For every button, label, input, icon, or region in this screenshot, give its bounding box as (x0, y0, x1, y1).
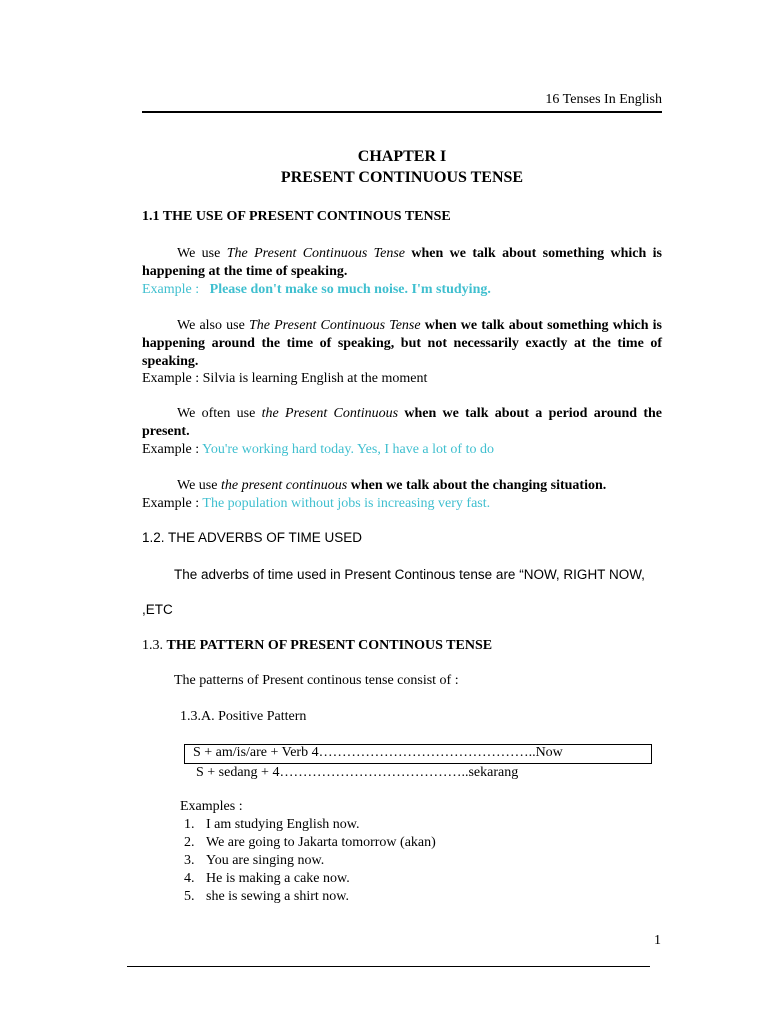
paragraph-2 (142, 317, 662, 371)
example-3-label: Example : (142, 442, 200, 457)
example-1-label: Example : (142, 282, 200, 297)
section-heading-1-3-num: 1.3. (142, 638, 163, 653)
patterns-intro: The patterns of Present continous tense consist of : (174, 673, 459, 688)
examples-label: Examples : (180, 799, 243, 814)
example-4-text: The population without jobs is increasing very fast. (202, 496, 491, 511)
list-item (184, 835, 436, 851)
list-item (184, 853, 324, 869)
section-heading-1-3-text: THE PATTERN OF PRESENT CONTINOUS TENSE (166, 638, 493, 653)
adverbs-paragraph: The adverbs of time used in Present Continous tense are “NOW, RIGHT NOW, (174, 567, 645, 582)
paragraph-2-italic: The Present Continuous Tense (248, 318, 421, 333)
example-1-text: Please don't make so much noise. I'm studying. (209, 282, 491, 297)
header-rule (142, 111, 662, 113)
list-item-text: We are going to Jakarta tomorrow (akan) (206, 835, 436, 850)
list-item-number: 4. (184, 871, 195, 886)
chapter-label: CHAPTER I (357, 148, 447, 165)
paragraph-1-bold: when we talk about something which is happening at the time of speaking. (142, 246, 662, 279)
example-3 (142, 442, 494, 458)
list-item-text: He is making a cake now. (206, 871, 350, 886)
paragraph-1 (142, 245, 662, 281)
paragraph-4-bold: when we talk about the changing situation. (347, 478, 607, 493)
paragraph-1-italic: The Present Continuous Tense (226, 246, 406, 261)
example-2: Example : Silvia is learning English at the moment (142, 371, 428, 386)
list-item (184, 889, 349, 905)
paragraph-3-bold: when we talk about a period around the present. (142, 406, 663, 439)
chapter-title: PRESENT CONTINUOUS TENSE (280, 169, 524, 186)
list-item-number: 3. (184, 853, 195, 868)
paragraph-3 (142, 405, 662, 441)
example-4 (142, 496, 490, 512)
paragraph-4-lead: We use (177, 478, 221, 493)
paragraph-4-italic: the present continuous (220, 478, 348, 493)
list-item-number: 5. (184, 889, 195, 904)
paragraph-2-bold: when we talk about something which is happening around the time of speaking, but not necessarily exactly at the time of speaking. (142, 318, 662, 369)
list-item-text: You are singing now. (206, 853, 325, 868)
example-1 (142, 282, 491, 298)
page-number: 1 (654, 933, 661, 948)
paragraph-2-lead: We also use (177, 318, 249, 333)
example-3-text: You're working hard today. Yes, I have a lot of to do (202, 442, 494, 457)
paragraph-4 (142, 477, 662, 495)
formula-english: S + am/is/are + Verb 4………………………………………..Now (193, 745, 563, 760)
paragraph-1-lead: We use (177, 246, 227, 261)
paragraph-3-lead: We often use (177, 406, 262, 421)
list-item-number: 1. (184, 817, 195, 832)
paragraph-3-italic: the Present Continuous (261, 406, 399, 421)
list-item (184, 817, 359, 833)
footer-rule (127, 966, 650, 967)
list-item-text: I am studying English now. (206, 817, 360, 832)
list-item-number: 2. (184, 835, 195, 850)
adverbs-etc: ,ETC (142, 602, 173, 617)
section-heading-1-3 (142, 638, 492, 654)
formula-indonesian: S + sedang + 4…………………………………..sekarang (196, 765, 519, 780)
list-item (184, 871, 350, 887)
example-4-label: Example : (142, 496, 200, 511)
section-heading-1-1: 1.1 THE USE OF PRESENT CONTINOUS TENSE (142, 209, 451, 224)
positive-pattern-heading: 1.3.A. Positive Pattern (180, 709, 307, 724)
section-heading-1-2: 1.2. THE ADVERBS OF TIME USED (142, 530, 363, 545)
running-header: 16 Tenses In English (545, 92, 662, 107)
list-item-text: she is sewing a shirt now. (206, 889, 349, 904)
